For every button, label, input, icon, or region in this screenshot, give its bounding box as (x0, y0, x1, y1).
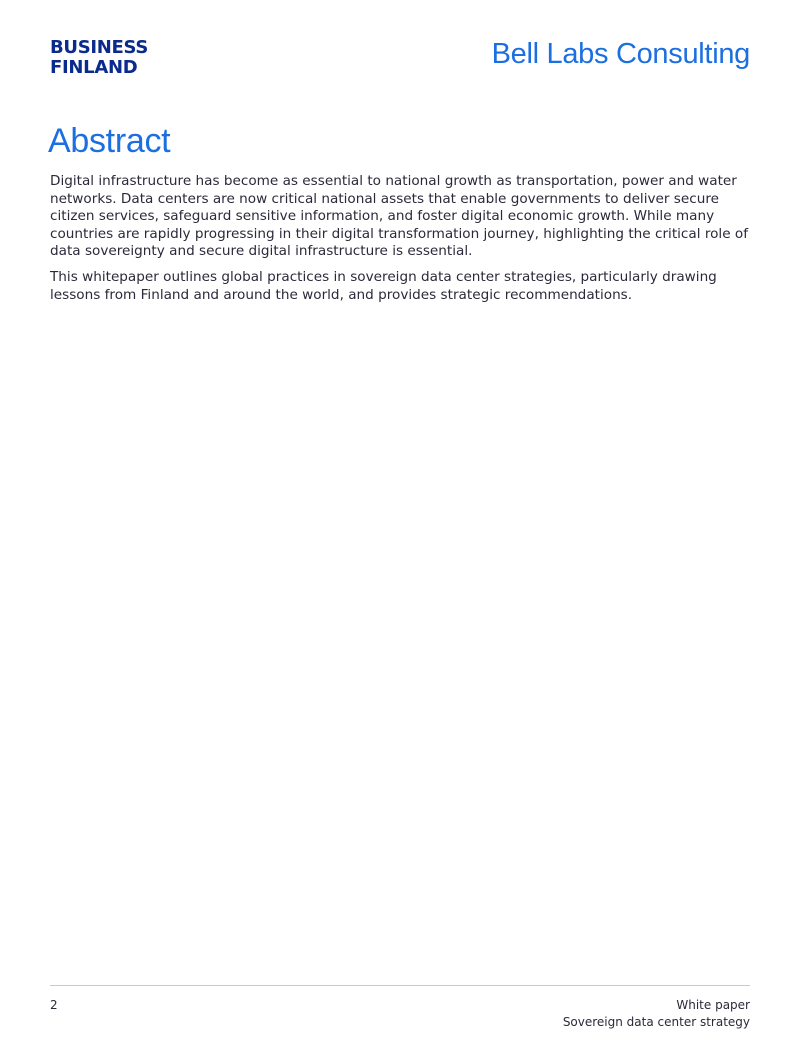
header-consultancy-name: Bell Labs Consulting (491, 38, 750, 70)
abstract-paragraph-2: This whitepaper outlines global practices in sovereign data center strategies, particularly drawing lessons from Finland and around the world, and provides strategic recommendations. (50, 268, 717, 303)
footer-doc-info (563, 997, 750, 1031)
logo-line-finland: FINLAND (50, 57, 138, 78)
business-finland-logo (50, 38, 148, 78)
footer-doc-type: White paper (676, 998, 750, 1012)
footer-divider (50, 985, 750, 986)
logo-line-business: BUSINESS (50, 37, 149, 58)
abstract-paragraph-1: Digital infrastructure has become as essential to national growth as transportation, power and water networks. Data centers are now critical national assets that enable governments to deliver secure citizen services, safeguard sensitive information, and foster digital economic growth. While many countries are rapidly progressing in their digital transformation journey, highlighting the critical role of data sovereignty and secure digital infrastructure is essential. (50, 173, 748, 260)
page-number: 2 (50, 998, 58, 1012)
footer-doc-title: Sovereign data center strategy (562, 1015, 750, 1029)
abstract-body (50, 173, 750, 312)
page-title: Abstract (48, 122, 171, 160)
